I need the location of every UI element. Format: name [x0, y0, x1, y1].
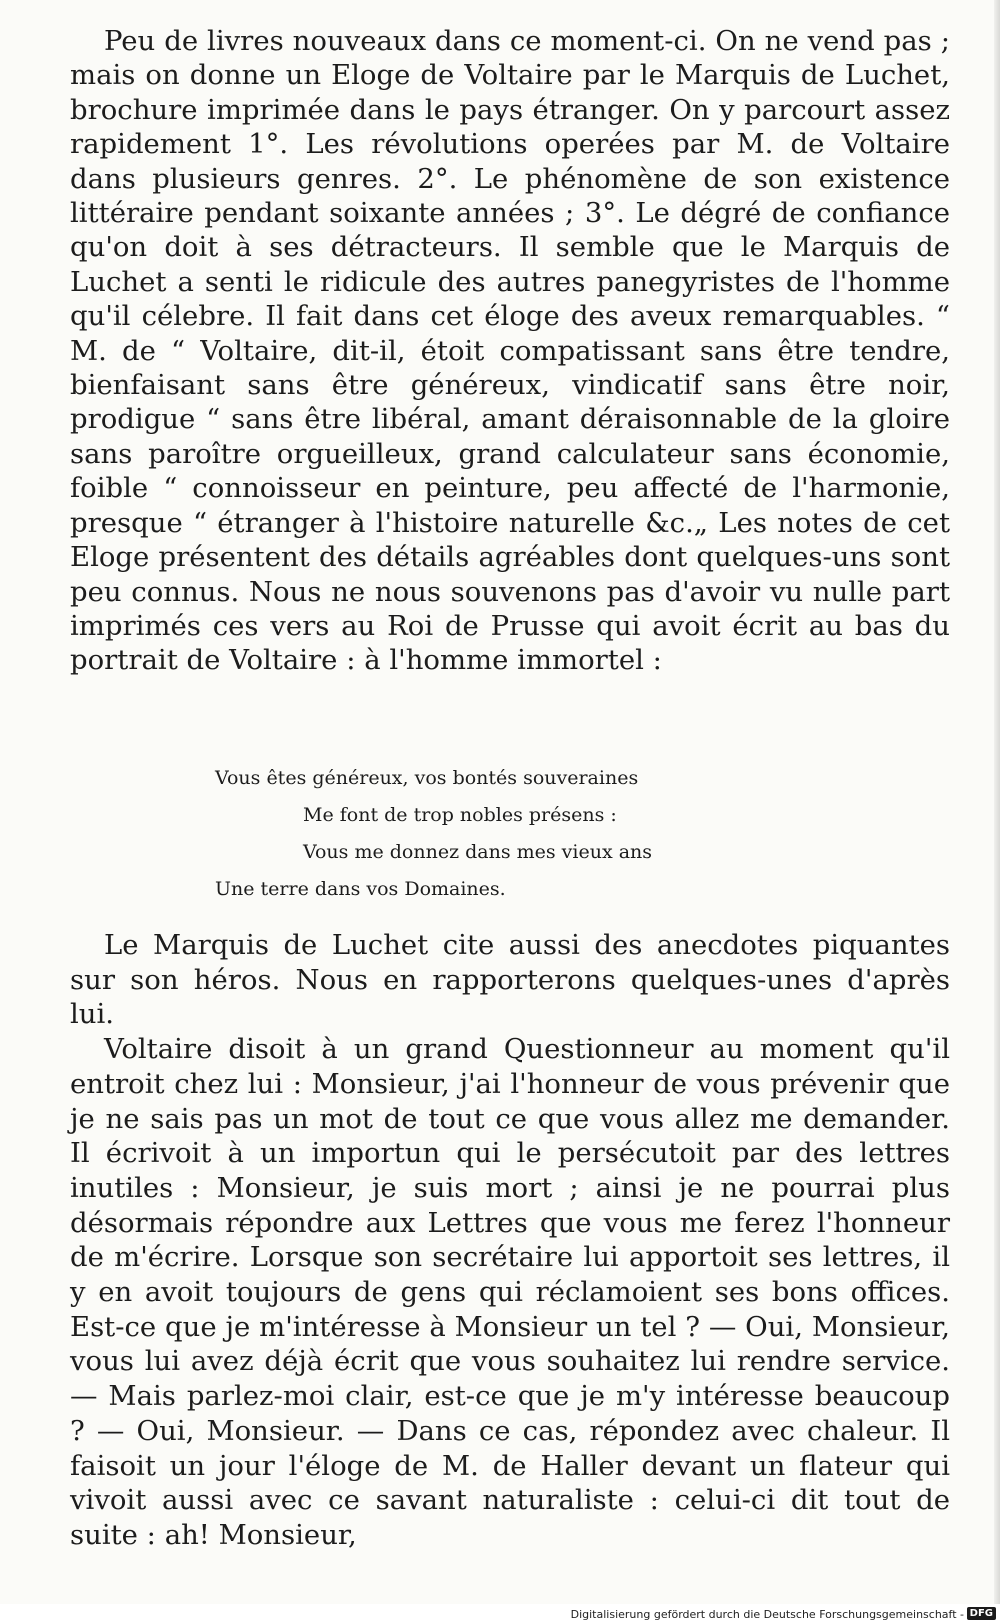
paragraph-eloge: Peu de livres nouveaux dans ce moment-ci. On ne vend pas ; mais on donne un Eloge de Voltaire par le Marquis de Luchet, brochure imprimée dans le pays étranger. On y parcourt assez rapidement 1°. Les révolutions operées par M. de Voltaire dans plusieurs genres. 2°. Le phénomène de son existence littéraire pendant soixante années ; 3°. Le dégré de confiance qu'on doit à ses détracteurs. Il semble que le Marquis de Luchet a senti le ridicule des autres panegyristes de l'homme qu'il célebre. Il fait dans cet éloge des aveux remarquables. “ M. de “ Voltaire, dit-il, étoit compatissant sans être tendre, bienfaisant sans être généreux, vindicatif sans être noir, prodigue “ sans être libéral, amant déraisonnable de la gloire sans paroître orgueilleux, grand calculateur sans économie, foible “ connoisseur en peinture, peu affecté de l'harmonie, presque “ étranger à l'histoire naturelle &c.„ Les notes de cet Eloge présentent des détails agréables dont quelques-uns sont peu connus. Nous ne nous souvenons pas d'avoir vu nulle part imprimés ces vers au Roi de Prusse qui avoit écrit au bas du portrait de Voltaire : à l'homme immortel :: [70, 25, 950, 677]
page-edge: [994, 0, 1000, 1604]
poem: [215, 760, 652, 908]
poem-line: Me font de trop nobles présens :: [303, 804, 617, 826]
paragraph-anecdotes: Le Marquis de Luchet cite aussi des anecdotes piquantes sur son héros. Nous en rapporterons quelques-unes d'après lui.: [70, 929, 950, 1031]
poem-line: Vous êtes généreux, vos bontés souveraines: [215, 767, 639, 789]
poem-line: Une terre dans vos Domaines.: [215, 878, 506, 900]
footer-bar: [0, 1604, 1000, 1624]
main-text-block: [70, 24, 950, 678]
poem-line: Vous me donnez dans mes vieux ans: [303, 841, 653, 863]
paragraph-voltaire: Voltaire disoit à un grand Questionneur au moment qu'il entroit chez lui : Monsieur, j'ai l'honneur de vous prévenir que je ne sais pas un mot de tout ce que vous allez me demander. Il écrivoit à un importun qui le persécutoit par des lettres inutiles : Monsieur, je suis mort ; ainsi je ne pourrai plus désormais répondre aux Lettres que vous me ferez l'honneur de m'écrire. Lorsque son secrétaire lui apportoit ses lettres, il y en avoit toujours de gens qui réclamoient ses bons offices. Est-ce que je m'intéresse à Monsieur un tel ? — Oui, Monsieur, vous lui avez déjà écrit que vous souhaitez lui rendre service. — Mais parlez-moi clair, est-ce que je m'y intéresse beaucoup ? — Oui, Monsieur. — Dans ce cas, répondez avec chaleur. Il faisoit un jour l'éloge de M. de Haller devant un flateur qui vivoit aussi avec ce savant naturaliste : celui-ci dit tout de suite : ah! Monsieur,: [70, 1033, 950, 1551]
dfg-logo: DFG: [967, 1607, 996, 1620]
second-text-block: [70, 928, 950, 1553]
funding-credit: Digitalisierung gefördert durch die Deutsche Forschungsgemeinschaft -: [570, 1608, 964, 1621]
